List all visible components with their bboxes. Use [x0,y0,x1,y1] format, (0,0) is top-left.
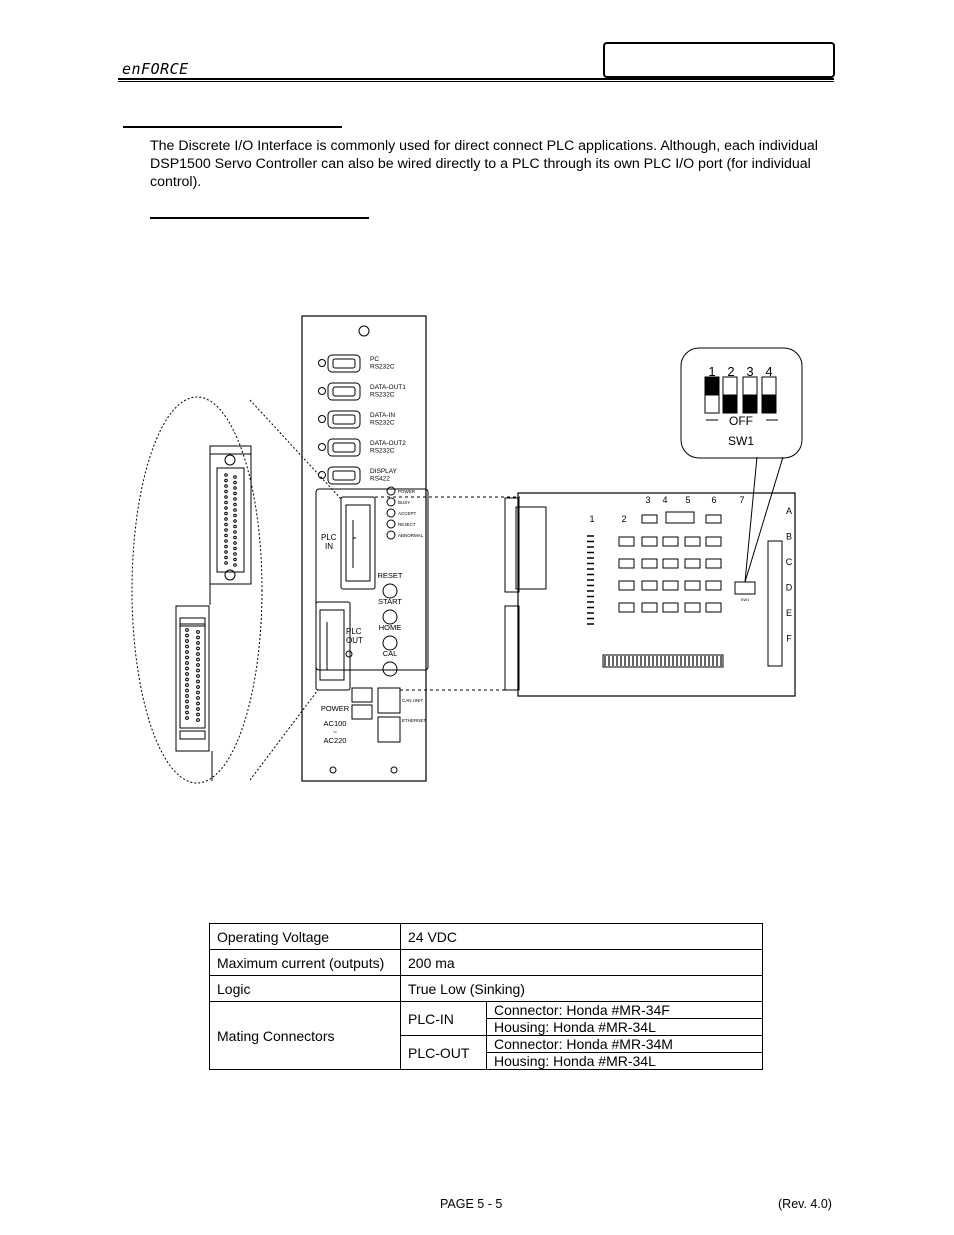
ic-chip [642,603,657,612]
panel-button [383,636,397,650]
ic-chip [663,581,678,590]
ac-range-label: AC100 ~ AC220 [323,719,347,745]
plc-out-cell: PLC-OUT [401,1036,487,1070]
io-board [505,493,795,696]
switch-name-label: SW1 [727,434,755,448]
controller-panel [302,316,428,781]
port-label: DATA-IN RS232C [370,412,396,427]
switch-number: 4 [765,364,773,379]
ic-chip [663,537,678,546]
ic-chip [685,559,700,568]
port-label: DATA-OUT2 RS232C [370,440,406,455]
switch-number: 1 [708,364,716,379]
revision: (Rev. 4.0) [778,1197,832,1211]
status-led [387,509,395,517]
ic-chip [619,537,634,546]
port-label: DATA-OUT1 RS232C [370,384,406,399]
led-label: POWER [398,489,416,494]
spec-table [209,923,763,1070]
ic-chip [663,559,678,568]
board-column-label: 2 [621,514,627,524]
ethernet-label: ETHERNET [402,718,427,723]
status-led [387,498,395,506]
ic-chip [685,537,700,546]
board-column-label: 5 [685,495,691,505]
led-label: BUSY [398,500,411,505]
plc-in-cell: PLC-IN [401,1002,487,1036]
plc-out-housing: Housing: Honda #MR-34L [487,1053,763,1070]
plc-in-connector: Connector: Honda #MR-34F [487,1002,763,1019]
status-led [387,487,395,495]
plc-out-label: PLC OUT [346,627,363,645]
button-label: CAL [382,649,398,658]
can-unit-label: CAN UNIT [402,698,424,703]
voltage-label: Operating Voltage [210,924,401,950]
connector-zoom [132,397,342,783]
button-label: HOME [378,623,402,632]
ic-chip [706,537,721,546]
page-number: PAGE 5 - 5 [440,1197,503,1211]
panel-button [383,610,397,624]
board-column-label: 1 [589,514,595,524]
board-sw-label: SW1 [740,597,750,602]
ic-chip [619,581,634,590]
led-label: ABNORMAL [398,533,424,538]
ic-chip [642,537,657,546]
enforce-logo: enFORCE [122,60,189,78]
plc-in-label: PLC IN [321,533,337,551]
ic-chip [642,581,657,590]
panel-button [383,584,397,598]
board-column-label: 6 [711,495,717,505]
table-row [210,976,763,1002]
ic-chip [663,603,678,612]
board-row-label: B [785,531,793,542]
board-row-label: F [786,633,792,644]
port-label: DISPLAY RS422 [370,468,397,483]
ic-chip [706,581,721,590]
ic-chip [642,559,657,568]
status-led [387,520,395,528]
plc-in-housing: Housing: Honda #MR-34L [487,1019,763,1036]
ic-chip [706,559,721,568]
intro-paragraph: The Discrete I/O Interface is commonly used for direct connect PLC applications. Although, each individual DSP1500 Servo Controller can also be wired directly to a PLC through its own PLC I/O port (for individual control). [150,138,818,190]
board-row-label: D [785,582,793,593]
voltage-value: 24 VDC [401,924,763,950]
mating-label: Mating Connectors [210,1002,401,1070]
power-label: POWER [320,704,350,713]
led-label: REJECT [398,522,416,527]
board-row-label: A [785,506,793,516]
board-row-label: C [785,557,793,567]
current-label: Maximum current (outputs) [210,950,401,976]
board-column-label: 3 [645,495,651,505]
port-label: PC RS232C [370,356,395,371]
ic-chip [619,603,634,612]
ic-chip [619,559,634,568]
plc-out-connector: Connector: Honda #MR-34M [487,1036,763,1053]
table-row [210,950,763,976]
switch-off-label: OFF [729,414,753,428]
status-led [387,531,395,539]
board-column-label: 4 [662,495,668,505]
button-label: START [378,597,402,606]
ic-chip [685,603,700,612]
board-row-label: E [785,608,793,618]
table-row [210,924,763,950]
panel-button [383,662,397,676]
switch-number: 2 [727,364,735,379]
led-label: ACCEPT [398,511,417,516]
ic-chip [685,581,700,590]
sw1-callout [681,348,802,582]
logic-label: Logic [210,976,401,1002]
ic-chip [706,603,721,612]
current-value: 200 ma [401,950,763,976]
switch-number: 3 [746,364,754,379]
logic-value: True Low (Sinking) [401,976,763,1002]
board-column-label: 7 [739,495,745,505]
button-label: RESET [377,571,403,580]
table-row [210,1002,763,1019]
